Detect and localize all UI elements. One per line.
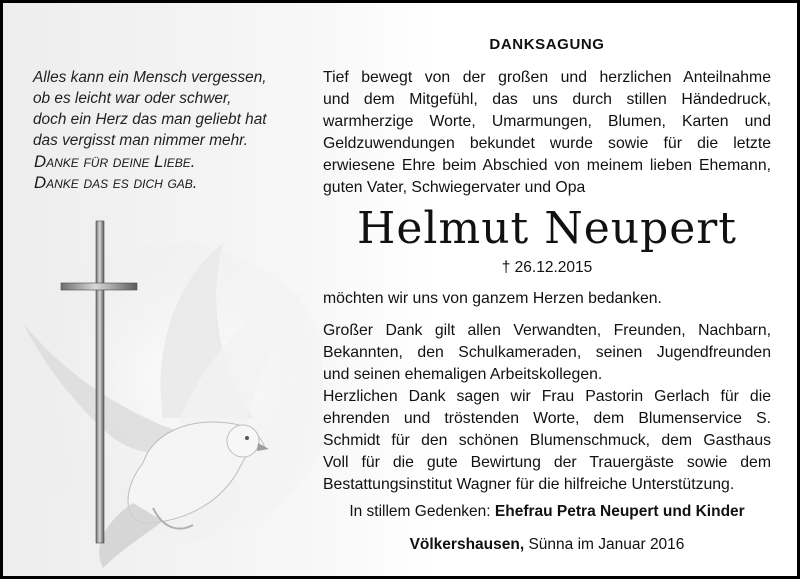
intro-line: Tief bewegt von der großen und herzlichen Anteilnahme <box>323 69 771 86</box>
intro-line: guten Vater, Schwiegervater und Opa <box>323 179 586 196</box>
poem-line: ob es leicht war oder schwer, <box>33 90 232 107</box>
intro-line: und dem Mitgefühl, das uns durch stillen Händedruck, <box>323 91 771 108</box>
thanks-sentence: möchten wir uns von ganzem Herzen bedanken. <box>323 290 662 307</box>
intro-line: warmherzige Worte, Umarmungen, Blumen, Karten und <box>323 113 771 130</box>
town-name: Völkershausen, <box>409 536 525 553</box>
body-line: Großer Dank gilt allen Verwandten, Freunden, Nachbarn, <box>323 322 771 339</box>
remembrance-line <box>303 503 791 521</box>
poem <box>33 67 313 151</box>
thanks-line: Danke für deine Liebe. <box>34 152 196 171</box>
body-line: und seinen ehemaligen Arbeitskollegen. <box>323 366 603 383</box>
body-line: Schmidt für den schönen Blumenschmuck, dem Gasthaus <box>323 432 771 449</box>
intro-line: Geldzuwendungen bekundet wurde sowie für die letzte <box>323 135 771 152</box>
body-paragraph <box>323 320 771 496</box>
poem-thanks <box>34 151 314 193</box>
remembrance-prefix: In stillem Gedenken: <box>349 503 491 520</box>
poem-line: das vergisst man nimmer mehr. <box>33 132 248 149</box>
body-line: Herzlichen Dank sagen wir Frau Pastorin Gerlach für die <box>323 388 771 405</box>
intro-paragraph <box>323 67 771 199</box>
body-line: Bekannten, den Schulkameraden, seinen Jugendfreunden <box>323 344 771 361</box>
place-date-line <box>303 536 791 554</box>
body-line: Voll für die gute Bewirtung der Trauergäste sowie dem <box>323 454 771 471</box>
dove-icon <box>13 243 323 568</box>
place-date: Sünna im Januar 2016 <box>528 536 685 553</box>
thanks-line: Danke das es dich gab. <box>34 173 198 192</box>
body-line: ehrenden und tröstenden Worte, dem Blumenservice S. <box>323 410 771 427</box>
poem-line: Alles kann ein Mensch vergessen, <box>33 69 267 86</box>
body-line: Bestattungsinstitut Wagner für die hilfreiche Unterstützung. <box>323 476 735 493</box>
deceased-name: Helmut Neupert <box>356 203 737 254</box>
page-title: DANKSAGUNG <box>489 36 605 53</box>
artwork <box>3 203 323 576</box>
intro-line: erwiesene Ehre beim Abschied von meinem lieben Ehemann, <box>323 157 771 174</box>
family-names: Ehefrau Petra Neupert und Kinder <box>494 503 745 520</box>
death-date: † 26.12.2015 <box>501 259 593 276</box>
poem-line: doch ein Herz das man geliebt hat <box>33 111 267 128</box>
